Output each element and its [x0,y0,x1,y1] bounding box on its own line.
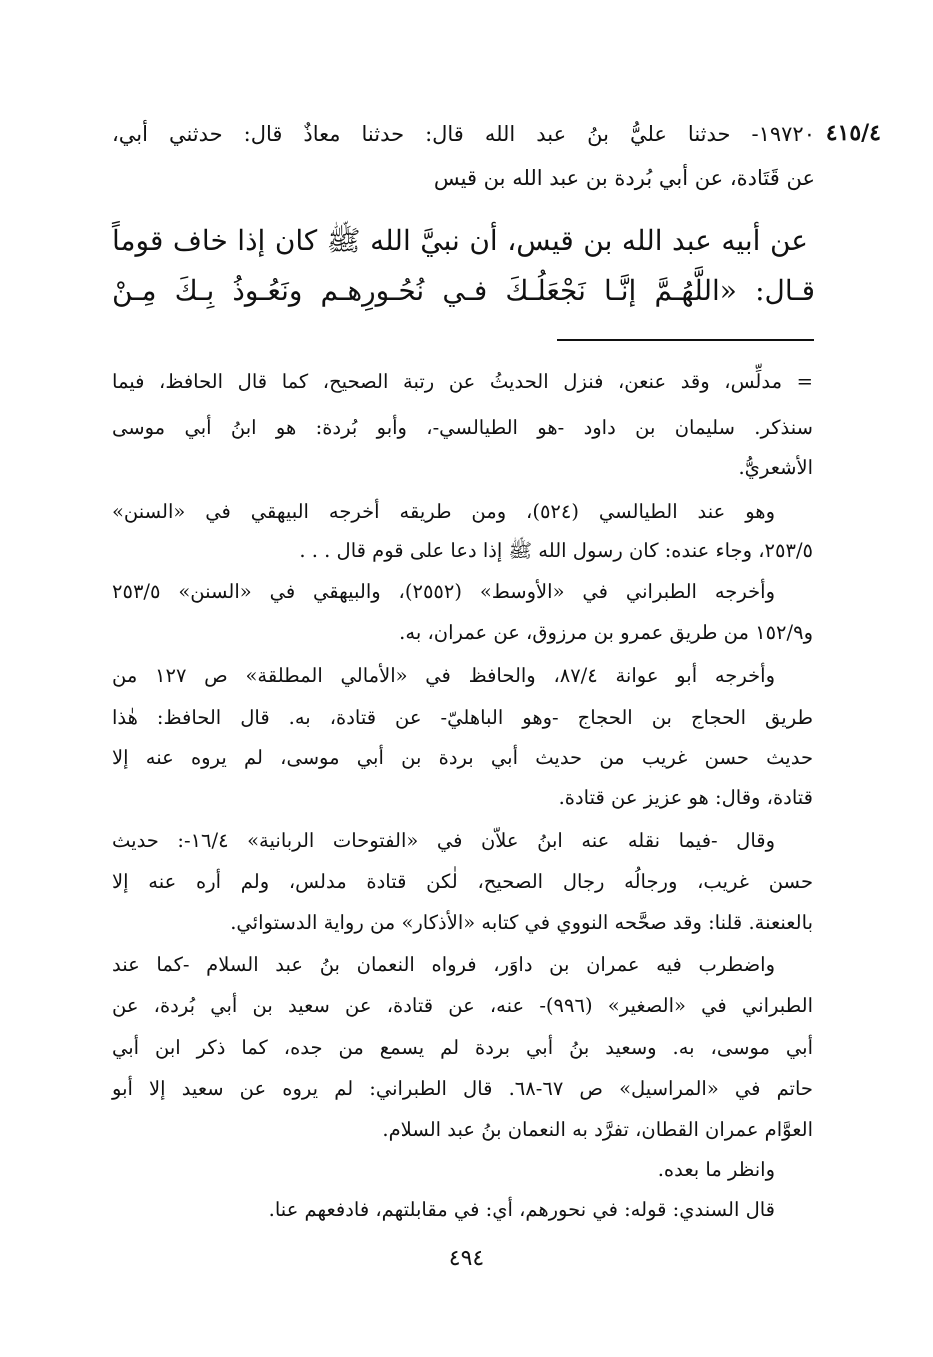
footnote-line: وهو عند الطيالسي (٥٢٤)، ومن طريقه أخرجه البيهقي في «السنن» [112,500,775,523]
footnote-line: قال السندي: قوله: في نحورهم، أي: في مقابلتهم، فادفعهم عنا. [268,1198,775,1221]
isnad-line: عن قَتَادة، عن أبي بُردة بن عبد الله بن قيس [433,166,815,190]
footnote-line: وقال -فيما نقله عنه ابنُ علاّن في «الفتوحات الربانية» ١٦/٤-: حديث [112,829,775,852]
footnote-line: حسن غريب، ورجالُه رجال الصحيح، لٰكن قتادة مدلس، ولم أره عنه إلا [112,870,813,893]
footnote-line: واضطرب فيه عمران بن داوَر، فرواه النعمان بنُ عبد السلام -كما عند [112,953,775,976]
footnote-line: و١٥٢/٩ من طريق عمرو بن مرزوق، عن عمران، به. [399,621,813,644]
footnote-line: وانظر ما بعده. [657,1158,775,1181]
matn-line: عن أبيه عبد الله بن قيس، أن نبيَّ الله ﷺ كان إذا خاف قوماً [112,224,808,257]
volume-page-reference: ٤١٥/٤ [825,120,881,146]
footnote-line: العوَّام عمران القطان، تفرَّد به النعمان بنُ عبد السلام. [382,1118,813,1141]
footnote-line: طريق الحجاج بن الحجاج -وهو الباهليّ- عن قتادة، به. قال الحافظ: هٰذا [112,706,813,729]
footnote-line: أبي موسى، به. وسعيد بنُ أبي بردة لم يسمع من جده، كما ذكر ابن أبي [112,1036,813,1059]
footnote-line: حاتم في «المراسيل» ص ٦٧-٦٨. قال الطبراني: لم يروه عن سعيد إلا أبو [112,1077,813,1100]
footnote-line: ٢٥٣/٥، وجاء عنده: كان رسول الله ﷺ إذا دعا على قوم قال . . . [299,539,813,562]
footnote-line: الأشعريُّ. [738,456,813,479]
footnote-line: الطبراني في «الصغير» (٩٩٦)- عنه، عن قتادة، عن سعيد بن أبي بُردة، عن [112,994,813,1017]
footnote-line: وأخرجه أبو عوانة ٨٧/٤، والحافظ في «الأمالي المطلقة» ص ١٢٧ من [112,664,775,687]
footnote-line: = مدلِّس، وقد عنعن، فنزل الحديثُ عن رتبة الصحيح، كما قال الحافظ، فيما [112,370,813,393]
footnote-line: وأخرجه الطبراني في «الأوسط» (٢٥٥٢)، والبيهقي في «السنن» ٢٥٣/٥ [112,580,775,603]
footnote-line: سنذكر. سليمان بن داود -هو الطيالسي-، وأبو بُردة: هو ابنُ أبي موسى [112,416,813,439]
footnote-line: حديث حسن غريب من حديث أبي بردة بن أبي موسى، لم يروه عنه إلا [112,746,813,769]
footnote-separator [557,339,814,341]
page-number: ٤٩٤ [448,1246,485,1271]
matn-line: قـال: «اللَّهُـمَّ إنَّـا نَجْعَلُـكَ فـي نُحُـورِهـم ونَعُـوذُ بِـكَ مِـنْ [112,274,815,307]
footnote-line: قتادة، وقال: هو عزيز عن قتادة. [558,786,813,809]
footnote-line: بالعنعنة. قلنا: وقد صحَّحه النووي في كتابه «الأذكار» من رواية الدستوائي. [230,911,813,934]
isnad-line: ١٩٧٢٠- حدثنا عليُّ بنُ عبد الله قال: حدثنا معاذٌ قال: حدثني أبي، [112,122,815,146]
